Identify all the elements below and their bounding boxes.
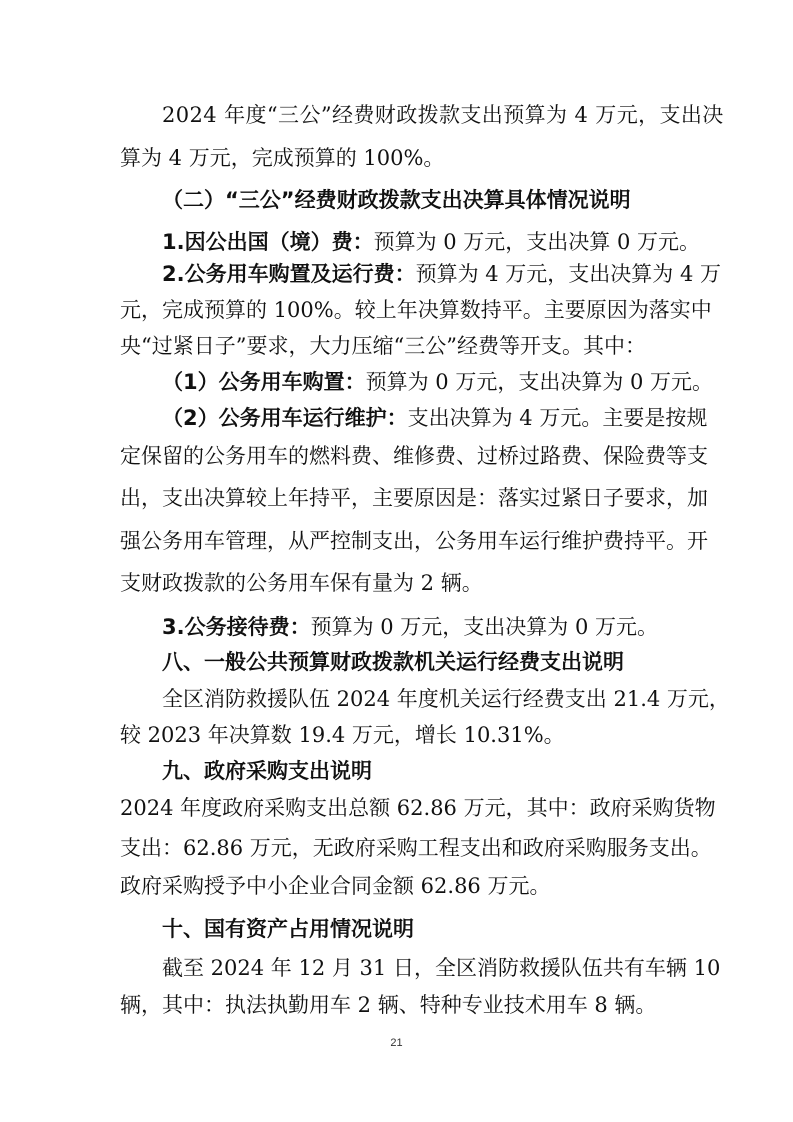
item2-line2: 元，完成预算的 100%。较上年决算数持平。主要原因为落实中 bbox=[120, 298, 712, 322]
item2-1-label: （1）公务用车购置： bbox=[162, 370, 366, 394]
item2-2-line5: 支财政拨款的公务用车保有量为 2 辆。 bbox=[120, 571, 483, 595]
page-number: 21 bbox=[390, 1037, 403, 1049]
sec9-heading: 九、政府采购支出说明 bbox=[162, 759, 372, 783]
item2-2-line4: 强公务用车管理，从严控制支出，公务用车运行维护费持平。开 bbox=[120, 529, 708, 553]
sec9-line1: 2024 年度政府采购支出总额 62.86 万元，其中：政府采购货物 bbox=[120, 796, 716, 820]
item2-2-label: （2）公务用车运行维护： bbox=[162, 406, 408, 430]
item2-2-line3: 出，支出决算较上年持平，主要原因是：落实过紧日子要求，加 bbox=[120, 486, 708, 510]
item3-label: 3.公务接待费： bbox=[162, 615, 311, 639]
item3 bbox=[162, 612, 658, 642]
item3-text: 预算为 0 万元，支出决算为 0 万元。 bbox=[310, 615, 659, 639]
sec10-line1: 截至 2024 年 12 月 31 日，全区消防救援队伍共有车辆 10 bbox=[162, 956, 721, 980]
item1-text: 预算为 0 万元，支出决算 0 万元。 bbox=[373, 230, 701, 254]
sec7-sub2-heading: （二）“三公”经费财政拨款支出决算具体情况说明 bbox=[162, 188, 631, 212]
item2-1-text: 预算为 0 万元，支出决算为 0 万元。 bbox=[365, 370, 714, 394]
sec7-para1-line2: 算为 4 万元，完成预算的 100%。 bbox=[120, 146, 445, 170]
item2-2-line2: 定保留的公务用车的燃料费、维修费、过桥过路费、保险费等支 bbox=[120, 444, 708, 468]
sec7-para1-line1: 2024 年度“三公”经费财政拨款支出预算为 4 万元，支出决 bbox=[162, 103, 724, 127]
item2-line3: 央“过紧日子”要求，大力压缩“三公”经费等开支。其中： bbox=[120, 334, 646, 358]
sec8-heading: 八、一般公共预算财政拨款机关运行经费支出说明 bbox=[162, 650, 624, 674]
item2-text: 预算为 4 万元，支出决算为 4 万 bbox=[415, 262, 722, 286]
sec9-line2: 支出：62.86 万元，无政府采购工程支出和政府采购服务支出。 bbox=[120, 836, 712, 860]
item2-2-line1 bbox=[162, 403, 707, 433]
sec10-heading: 十、国有资产占用情况说明 bbox=[162, 917, 414, 941]
item2-1 bbox=[162, 367, 713, 397]
item2-line1 bbox=[162, 259, 721, 289]
item2-2-text: 支出决算为 4 万元。主要是按规 bbox=[407, 406, 708, 430]
item2-label: 2.公务用车购置及运行费： bbox=[162, 262, 416, 286]
item1-label: 1.因公出国（境）费： bbox=[162, 230, 374, 254]
item1 bbox=[162, 227, 700, 257]
sec10-line2: 辆，其中：执法执勤用车 2 辆、特种专业技术用车 8 辆。 bbox=[120, 993, 657, 1017]
sec8-line2: 较 2023 年决算数 19.4 万元，增长 10.31%。 bbox=[120, 723, 565, 747]
sec8-line1: 全区消防救援队伍 2024 年度机关运行经费支出 21.4 万元， bbox=[162, 687, 730, 711]
sec9-line3: 政府采购授予中小企业合同金额 62.86 万元。 bbox=[120, 874, 551, 898]
